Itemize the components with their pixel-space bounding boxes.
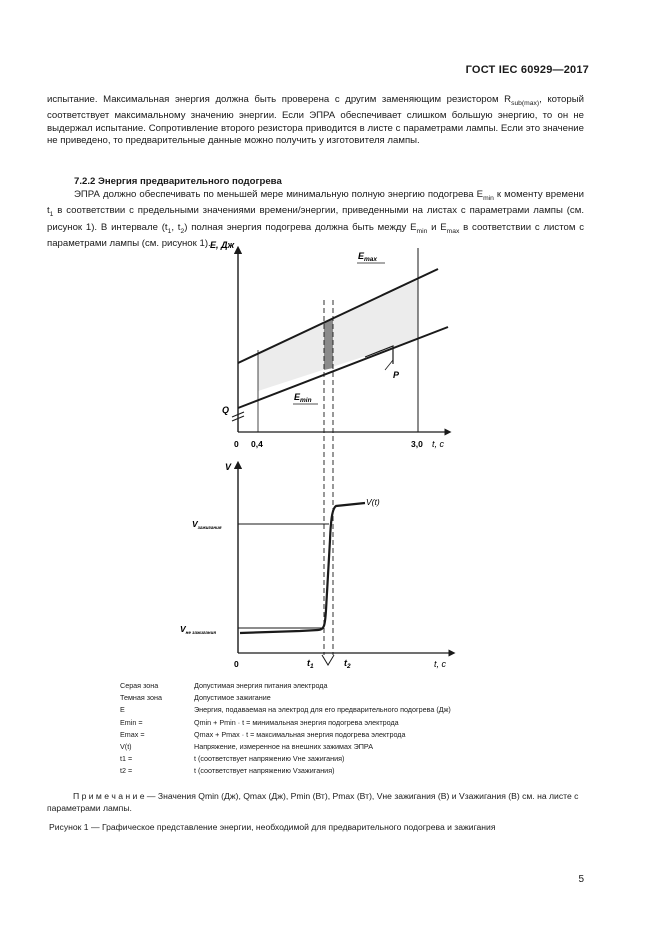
top-y-label: E, Дж <box>210 240 235 250</box>
bottom-origin: 0 <box>234 659 239 669</box>
figure-legend <box>120 680 534 778</box>
t1-t2-marker <box>322 655 334 665</box>
bottom-x-label: t, c <box>434 659 447 669</box>
paragraph-continued: испытание. Максимальная энергия должна быть проверена с другим заменяющим резистором $R_{sub(max)}$, который соответствует максимальному значению энергии. Если ЭПРА обеспечивает слишком большую энергию, то он не выдержал испытание. Сопротивление второго резистора приводится в листе с параметрами лампы. Если это значение не приведено, то предварительные данные можно получить у изготовителя лампы. <box>47 94 584 147</box>
section-title: 7.2.2 Энергия предварительного подогрева <box>74 176 282 187</box>
document-id: ГОСТ IEC 60929—2017 <box>465 64 589 76</box>
t2-label: $t_2$ <box>344 658 351 670</box>
tick-0: 0 <box>234 439 239 449</box>
emin-label: $E_{min}$ <box>294 392 312 404</box>
ignition-dark-zone <box>324 319 333 370</box>
legend-row: t2 = t (соответствует напряжению Vзажигания) <box>120 766 335 776</box>
legend-row: t1 = t (соответствует напряжению Vне зажигания) <box>120 754 345 764</box>
tick-0-4: 0,4 <box>251 439 263 449</box>
legend-row: Серая зона Допустимая энергия питания электрода <box>120 681 328 690</box>
vt-label: V(t) <box>366 497 380 507</box>
legend-row: V(t) Напряжение, измеренное на внешних зажимах ЭПРА <box>120 742 374 752</box>
v-ignition-label: $V_{зажигания}$ <box>192 519 222 530</box>
legend-row: E Энергия, подаваемая на электрод для его предварительного подогрева (Дж) <box>120 705 451 715</box>
figure-note: П р и м е ч а н и е — Значения Qmin (Дж), Qmax (Дж), Pmin (Вт), Pmax (Вт), Vне зажигания (В) и Vзажигания (В) см. на листе с параметрами лампы. <box>47 791 579 813</box>
bottom-y-label: V <box>225 462 232 472</box>
top-x-label: t, с <box>432 439 445 449</box>
legend-row: Emin = Qmin + Pmin · t = минимальная энергия подогрева электрода <box>120 717 399 727</box>
emax-label: $E_{max}$ <box>358 251 378 263</box>
q-label: Q <box>222 405 230 415</box>
vt-curve <box>240 503 365 633</box>
page-number: 5 <box>578 874 584 885</box>
p-leader <box>385 360 393 370</box>
legend-row: Emax = Qmax + Pmax · t = максимальная энергия подогрева электрода <box>120 729 406 739</box>
v-no-ignition-label: $V_{не зажигания}$ <box>180 624 216 635</box>
legend-row: Темная зона Допустимое зажигание <box>120 693 271 703</box>
paragraph-preheat: ЭПРА должно обеспечивать по меньшей мере минимальную полную энергию подогрева $E_{min}$ к моменту времени $t_1$ в соответствии с предельными значениями времени/энергии, приведенными на листах с параметрами лампы (см. рисунок 1). В интервале ($t_1$, $t_2$) полная энергия подогрева должна быть между $E_{min}$ и $E_{max}$ в соответствии с листом с параметрами лампы (см. рисунок 1). <box>47 189 585 249</box>
tick-3-0: 3,0 <box>411 439 423 449</box>
t1-label: $t_1$ <box>307 658 314 670</box>
p-label: P <box>393 370 400 380</box>
figure-caption: Рисунок 1 — Графическое представление энергии, необходимой для предварительного подогрева и зажигания <box>49 822 496 832</box>
